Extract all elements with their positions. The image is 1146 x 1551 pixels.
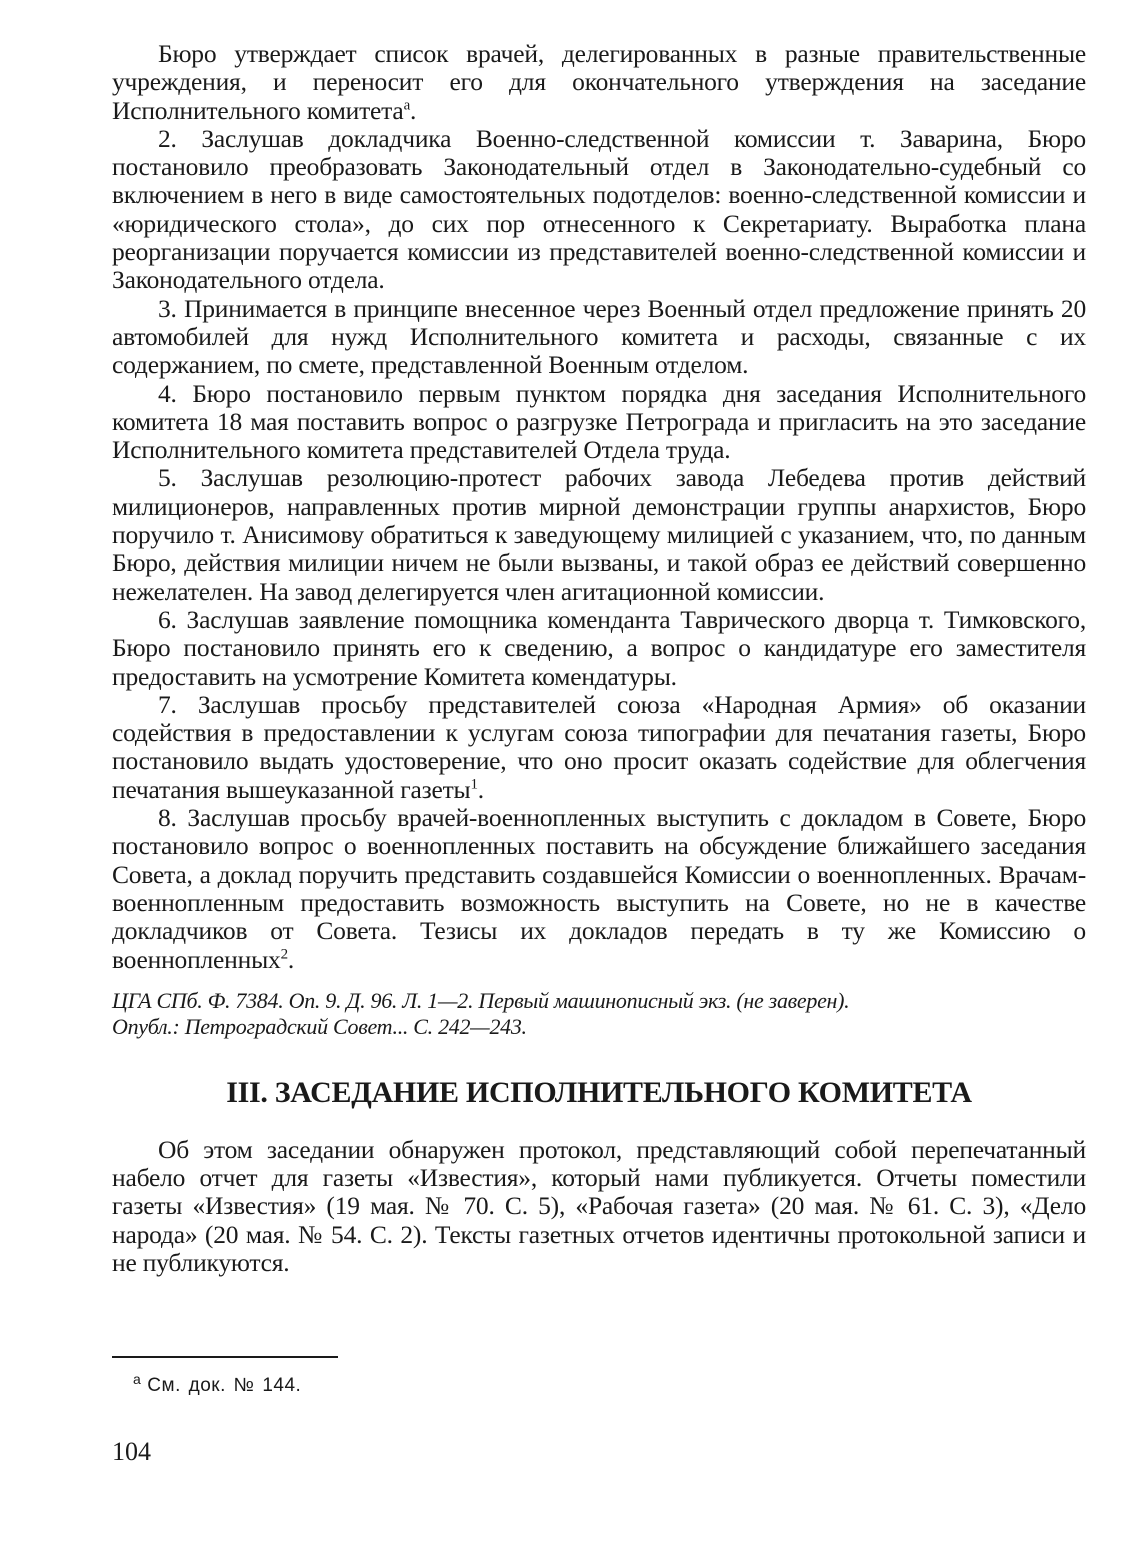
item-6: [112, 606, 1086, 691]
intro-text: Об этом заседании обнаружен протокол, представляющий собой перепечатанный набело отчет для газеты «Известия», который нами публикуется. Отчеты поместили газеты «Известия» (19 мая. № 70. С. 5), «Рабочая газета» (20 мая. № 61. С. 3), «Дело народа» (20 мая. № 54. С. 2). Тексты газетных отчетов идентичны протокольной записи и не публикуются.: [112, 1134, 1086, 1277]
footnote-ref-2: 2: [280, 946, 288, 962]
paragraph-intro: [112, 40, 1086, 125]
item-8: [112, 804, 1086, 974]
item-3: [112, 295, 1086, 380]
section-intro: [112, 1136, 1086, 1277]
item-text: 8. Заслушав просьбу врачей-военнопленных выступить с докладом в Совете, Бюро постановило вопрос о военнопленных поставить на обсуждение ближайшего заседания Совета, а доклад поручить представить создавшейся Комиссии о военнопленных. Врачам-военнопленным предоставить возможность выступить на Совете, но не в качестве докладчиков от Совета. Тезисы их докладов передать в ту же Комиссию о военнопленных: [112, 803, 1086, 974]
footnote-marker: a: [133, 1370, 142, 1387]
item-text: 4. Бюро постановило первым пунктом порядка дня заседания Исполнительного комитета 18 мая поставить вопрос о разгрузке Петрограда и пригласить на это заседание Исполнительного комитета представителей Отдела труда.: [112, 378, 1086, 465]
section-heading: III. ЗАСЕДАНИЕ ИСПОЛНИТЕЛЬНОГО КОМИТЕТА: [226, 1075, 972, 1109]
footnote-ref-a: a: [403, 97, 411, 114]
paragraph-text: Бюро утверждает список врачей, делегированных в разные правительственные учреждения, и переносит его для окончательного утверждения на заседание Исполнительного комитета: [112, 39, 1086, 125]
punctuation: .: [477, 774, 484, 804]
item-text: 7. Заслушав просьбу представителей союза «Народная Армия» об оказании содействия в предоставлении к услугам союза типографии для печатания газеты, Бюро постановило выдать удостоверение, что оно просит оказать содействие для облегчения печатания вышеуказанной газеты: [112, 689, 1086, 804]
item-text: 2. Заслушав докладчика Военно-следственной комиссии т. Заварина, Бюро постановило преобразовать Законодательный отдел в Законодательно-судебный со включением в него в виде самостоятельных подотделов: военно-следственной комиссии и «юридического стола», до сих пор отнесенного к Секретариату. Выработка плана реорганизации поручается комиссии из представителей военно-следственной комиссии и Законодательного отдела.: [112, 123, 1086, 295]
source-line: ЦГА СПб. Ф. 7384. Оп. 9. Д. 96. Л. 1—2. Первый машинописный экз. (не заверен).: [112, 987, 850, 1013]
item-text: 3. Принимается в принципе внесенное через Военный отдел предложение принять 20 автомобилей для нужд Исполнительного комитета и расходы, связанные с их содержанием, по смете, представленной Военным отделом.: [112, 293, 1086, 380]
document-page: [112, 40, 1086, 1277]
archival-source: [112, 988, 1086, 1040]
item-7: [112, 691, 1086, 804]
footnote-ref-1: 1: [470, 776, 478, 793]
item-text: 5. Заслушав резолюцию-протест рабочих завода Лебедева против действий милиционеров, направленных против мирной демонстрации группы анархистов, Бюро поручило т. Анисимову обратиться к заведующему милицией с указанием, что, по данным Бюро, действия милиции ничем не были вызваны, и такой образ ее действий совершенно нежелателен. На завод делегируется член агитационной комиссии.: [112, 463, 1086, 606]
punctuation: .: [287, 944, 295, 974]
item-5: [112, 464, 1086, 605]
item-2: [112, 125, 1086, 295]
footnote-divider: [112, 1356, 338, 1358]
footnote-text: См. док. № 144.: [147, 1375, 302, 1396]
item-4: [112, 380, 1086, 465]
punctuation: .: [410, 95, 417, 125]
item-text: 6. Заслушав заявление помощника коменданта Таврического дворца т. Тимковского, Бюро постановило принять его к сведению, а вопрос о кандидатуре его заместителя предоставить на усмотрение Комитета комендатуры.: [112, 604, 1086, 691]
footnote: [133, 1370, 302, 1397]
page-number: 104: [112, 1437, 151, 1466]
publication-line: Опубл.: Петроградский Совет... С. 242—243.: [112, 1013, 527, 1039]
